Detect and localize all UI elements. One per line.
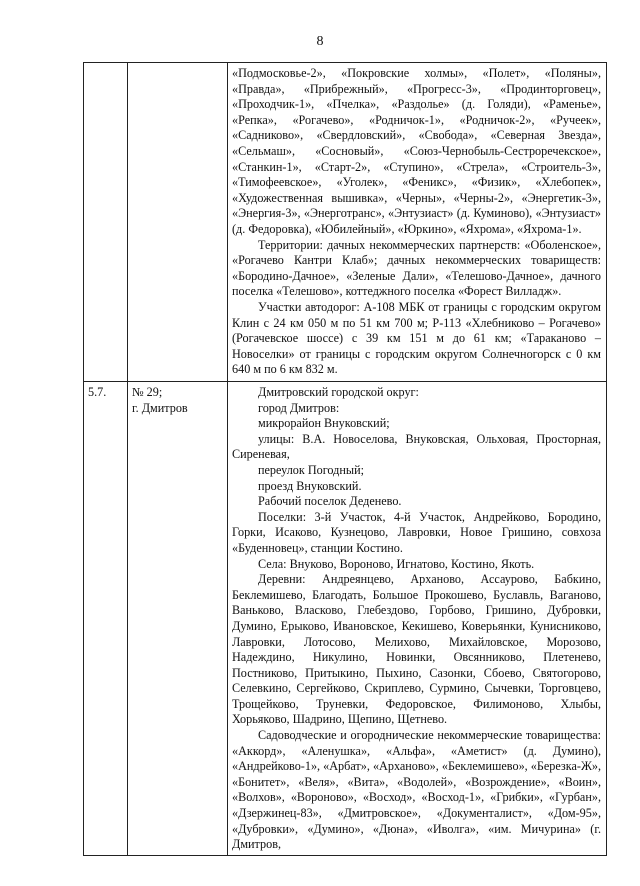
description-paragraph: улицы: В.А. Новоселова, Внуковская, Ольховая, Просторная, Сиреневая, — [232, 431, 601, 462]
description-paragraph: «Подмосковье-2», «Покровские холмы», «Полет», «Поляны», «Правда», «Прибрежный», «Прогресс-3», «Продинторговец», «Проходчик-1», «Пчелка», «Раздолье» (д. Голяди), «Раменье», «Репка», «Рогачево», «Родничок-1», «Родничок-2», «Ручеек», «Садниково», «Свердловский», «Свобода», «Северная Звезда», «Сельмаш», «Сосновый», «Союз-Чернобыль-Сестроречекское», «Станкин-1», «Старт-2», «Ступино», «Стрела», «Строитель-3», «Тимофеевское», «Уголек», «Феникс», «Физик», «Хлебопек», «Художественная вышивка», «Черны», «Черны-2», «Энергетик-3», «Энергия-3», «Энерготранс», «Энтузиаст» (д. Куминово), «Энтузиаст» (д. Федоровка), «Юбилейный», «Юркино», «Яхрома», «Яхрома-1». — [232, 66, 601, 236]
description-cell — [228, 63, 607, 382]
table-row — [84, 382, 607, 856]
district-cell — [128, 63, 228, 382]
description-paragraph: город Дмитров: — [258, 400, 340, 415]
description-paragraph: Дмитровский городской округ: — [258, 385, 419, 399]
page-number: 8 — [316, 34, 324, 49]
table-row — [84, 63, 607, 382]
description-paragraph: Села: Внуково, Вороново, Игнатово, Костино, Якоть. — [258, 556, 535, 571]
description-paragraph: Садоводческие и огороднические некоммерческие товарищества: «Аккорд», «Аленушка», «Альфа», «Аметист» (д. Думино), «Андрейково-1», «Арбат», «Арханово», «Беклемишево», «Березка-Ж», «Бонитет», «Веля», «Вита», «Водолей», «Возрождение», «Воин», «Волхов», «Вороново», «Восход», «Восход-1», «Грибки», «Гурбан», «Дзержинец-83», «Дмитровское», «Документалист», «Дом-95», «Дубровки», «Думино», «Дюна», «Иволга», «им. Мичурина» (г. Дмитров, — [232, 728, 601, 852]
description-paragraph: переулок Погодный; — [258, 462, 364, 477]
description-paragraph: Поселки: 3-й Участок, 4-й Участок, Андрейково, Бородино, Горки, Исаково, Кузнецово, Лавровки, Новое Гришино, совхоза «Буденновец», станции Костино. — [232, 509, 601, 555]
description-paragraph: Деревни: Андреянцево, Арханово, Ассаурово, Бабкино, Беклемишево, Благодать, Большое Прокошево, Буславль, Ваганово, Ваньково, Власково, Глебездово, Горбово, Гришино, Дубровки, Думино, Ерыково, Ивановское, Кекишево, Коверьянки, Кунисниково, Лавровки, Лотосово, Мелихово, Михайловское, Морозово, Надеждино, Никулино, Новинки, Овсянниково, Плетенево, Постниково, Притыкино, Пыхино, Сазонки, Сбоево, Святогорово, Селевкино, Сергейково, Скриплево, Сурмино, Сычевки, Торговцево, Трощейково, Труневки, Федоровское, Филимоново, Хлыбы, Хорьяково, Шадрино, Щепино, Щетнево. — [232, 572, 601, 727]
description-paragraph: микрорайон Внуковский; — [258, 416, 390, 431]
description-paragraph: Участки автодорог: А-108 МБК от границы с городским округом Клин с 24 км 050 м по 51 км 700 м; Р-113 «Хлебниково – Рогачево» (Рогачевское шоссе) с 39 км 151 м до 61 км; «Тараканово – Новоселки» от границы с городским округом Солнечногорск с 0 км 640 м по 6 км 832 м. — [232, 299, 601, 377]
description-cell — [228, 382, 607, 856]
row-number-cell: 5.7. — [84, 382, 128, 856]
district-cell: № 29; г. Дмитров — [128, 382, 228, 856]
districts-table — [83, 62, 607, 856]
description-paragraph: Рабочий поселок Деденево. — [258, 494, 402, 509]
description-paragraph: Территории: дачных некоммерческих партнерств: «Оболенское», «Рогачево Кантри Клаб»; дачных некоммерческих товариществ: «Бородино-Дачное», «Зеленые Дали», «Телешово-Дачное», дачного поселка «Телешово», коттеджного поселка «Форест Вилладж». — [232, 237, 601, 299]
row-number-cell — [84, 63, 128, 382]
description-paragraph: проезд Внуковский. — [258, 478, 362, 493]
